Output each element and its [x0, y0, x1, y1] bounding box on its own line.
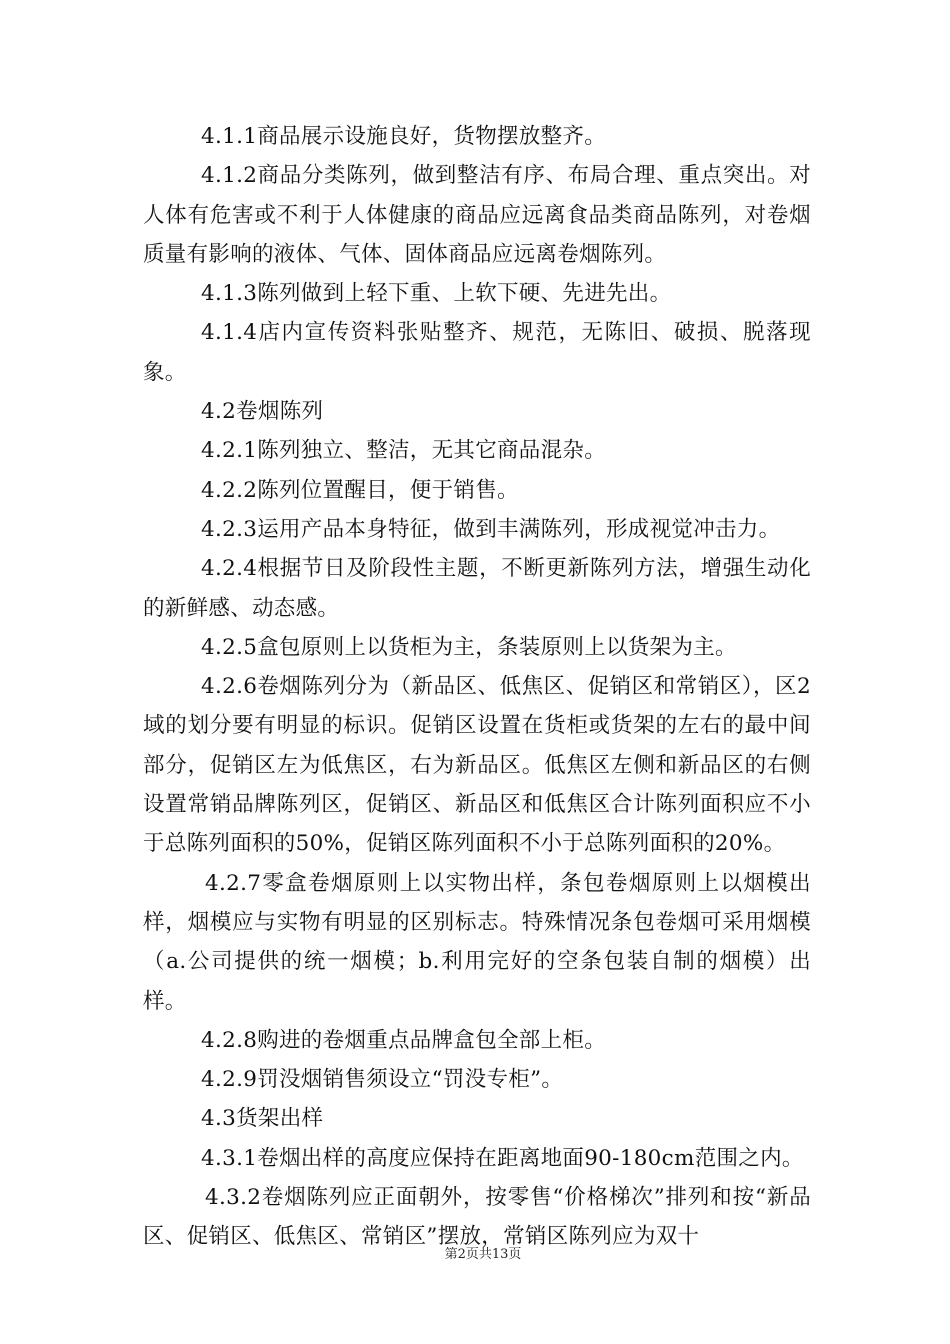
- document-body: [143, 117, 811, 1257]
- paragraph-4-2-9: 4.2.9罚没烟销售须设立“罚没专柜”。: [201, 1067, 564, 1093]
- paragraph-4-1-2: 4.1.2商品分类陈列，做到整洁有序、布局合理、重点突出。对人体有危害或不利于人体健康的商品应远离食品类商品陈列，对卷烟质量有影响的液体、气体、固体商品应远离卷烟陈列。: [143, 163, 811, 267]
- paragraph-4-2-5: 4.2.5盒包原则上以货柜为主，条装原则上以货架为主。: [201, 634, 737, 660]
- paragraph-4-1-1: 4.1.1商品展示设施良好，货物摆放整齐。: [201, 124, 607, 149]
- paragraph-4-2-7: 4.2.7零盒卷烟原则上以实物出样，条包卷烟原则上以烟模出样，烟模应与实物有明显的区别标志。特殊情况条包卷烟可采用烟模（a.公司提供的统一烟模；b.利用完好的空条包装自制的烟模）出样。: [143, 870, 811, 1014]
- paragraph-4-3-2: 4.3.2卷烟陈列应正面朝外，按零售“价格梯次”排列和按“新品区、促销区、低焦区、常销区”摆放，常销区陈列应为双十: [143, 1185, 811, 1250]
- paragraph-4-2-2: 4.2.2陈列位置醒目，便于销售。: [201, 477, 519, 503]
- paragraph-4-1-4: 4.1.4店内宣传资料张贴整齐、规范，无陈旧、破损、脱落现象。: [143, 320, 811, 385]
- paragraph-4-2-3: 4.2.3运用产品本身特征，做到丰满陈列，形成视觉冲击力。: [201, 516, 781, 542]
- paragraph-4-2-4: 4.2.4根据节日及阶段性主题，不断更新陈列方法，增强生动化的新鲜感、动态感。: [143, 556, 811, 621]
- paragraph-4-2-6: 4.2.6卷烟陈列分为（新品区、低焦区、促销区和常销区），区2域的划分要有明显的标识。促销区设置在货柜或货架的左右的最中间部分，促销区左为低焦区，右为新品区。低焦区左侧和新品区的右侧设置常销品牌陈列区，促销区、新品区和低焦区合计陈列面积应不小于总陈列面积的50%，促销区陈列面积不小于总陈列面积的20%。: [143, 674, 811, 857]
- page-number-label: 第2页共13页: [444, 1247, 522, 1262]
- section-heading-4-3: 4.3货架出样: [201, 1106, 324, 1132]
- paragraph-4-2-1: 4.2.1陈列独立、整洁，无其它商品混杂。: [201, 438, 607, 464]
- section-heading-4-2: 4.2卷烟陈列: [201, 399, 324, 425]
- paragraph-4-3-1: 4.3.1卷烟出样的高度应保持在距离地面90-180cm范围之内。: [201, 1145, 804, 1171]
- paragraph-4-2-8: 4.2.8购进的卷烟重点品牌盒包全部上柜。: [201, 1027, 607, 1053]
- paragraph-4-1-3: 4.1.3陈列做到上轻下重、上软下硬、先进先出。: [201, 281, 672, 307]
- page-footer: [0, 1243, 950, 1262]
